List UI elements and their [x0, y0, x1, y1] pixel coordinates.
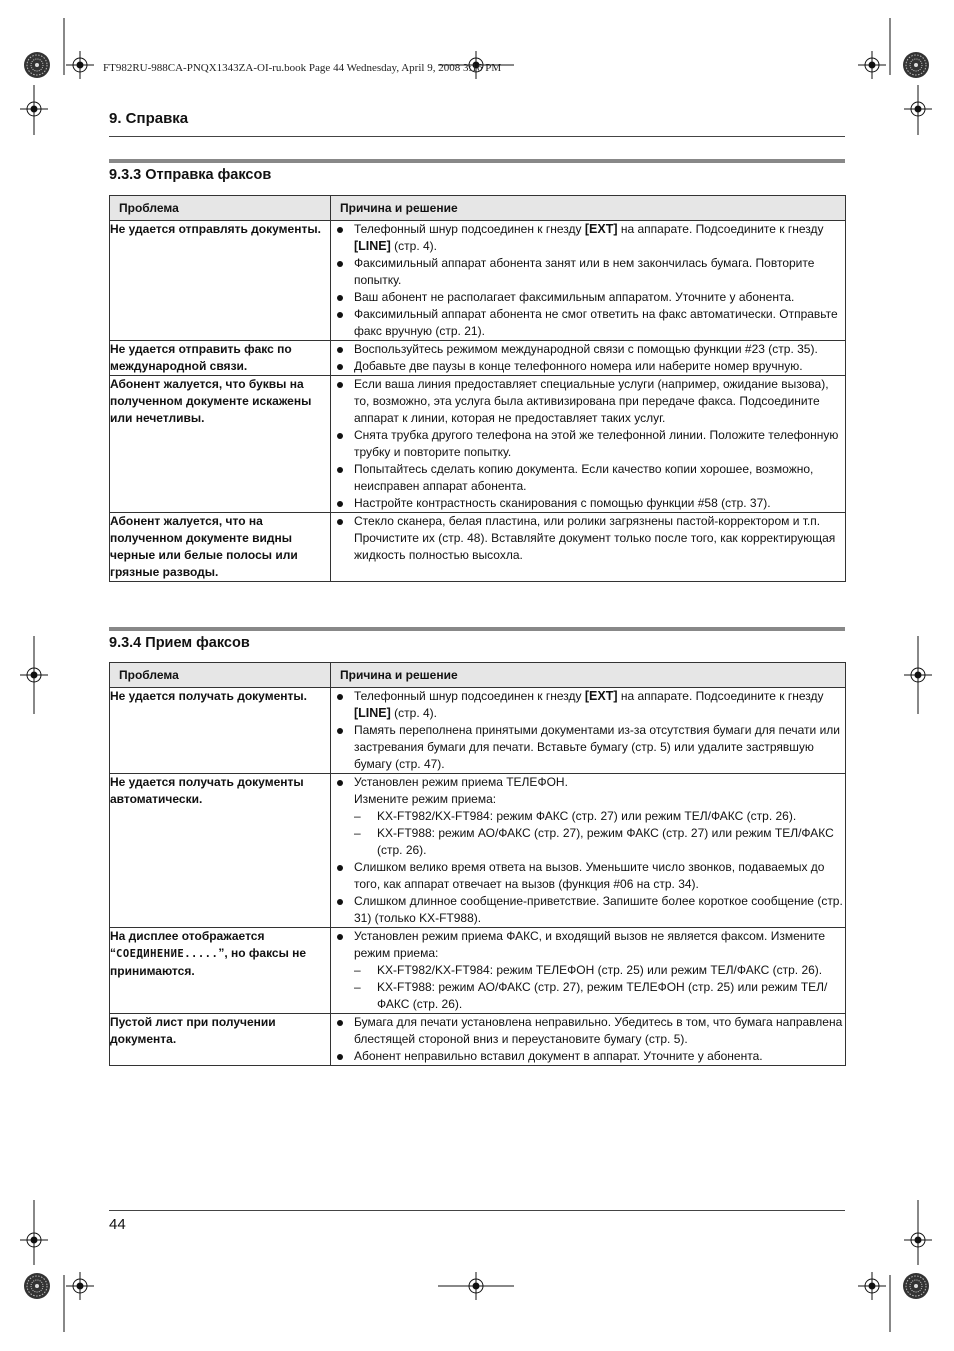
dash-icon: – [354, 980, 361, 994]
solution-text [354, 342, 818, 356]
solution-list [331, 774, 845, 927]
bullet-icon [337, 501, 343, 507]
column-header-solution: Причина и решение [331, 196, 846, 221]
sub-item-text: KX-FT982/KX-FT984: режим ТЕЛЕФОН (стр. 25) или режим ТЕЛ/ФАКС (стр. 26). [377, 963, 823, 977]
text-run: Бумага для печати установлена неправильно. Убедитесь в том, что бумага направлена блестящей стороной вниз и переустановите бумагу (стр. 5). [354, 1015, 843, 1046]
sub-item [354, 979, 845, 1013]
solution-text [354, 929, 825, 960]
solution-cell [331, 1014, 846, 1066]
bullet-icon [337, 780, 343, 786]
text-run: Телефонный шнур подсоединен к гнезду [354, 689, 585, 703]
solution-text [354, 359, 803, 373]
solution-list [331, 1014, 845, 1065]
table-row [110, 928, 846, 1014]
problem-cell [110, 928, 331, 1014]
solution-item [331, 341, 845, 358]
text-run: на аппарате. Подсоедините к гнезду [617, 222, 824, 236]
text-run: Ваш абонент не располагает факсимильным аппаратом. Уточните у абонента. [354, 290, 795, 304]
solution-list [331, 688, 845, 773]
solution-cell [331, 513, 846, 582]
solution-cell [331, 928, 846, 1014]
text-run: (стр. 4). [390, 239, 437, 253]
text-run: Воспользуйтесь режимом международной связи с помощью функции #23 (стр. 35). [354, 342, 818, 356]
solution-item [331, 461, 845, 495]
sub-item-text: KX-FT988: режим АО/ФАКС (стр. 27), режим ТЕЛЕФОН (стр. 25) или режим ТЕЛ/ФАКС (стр. 26). [377, 980, 828, 1011]
problem-cell: Пустой лист при получении документа. [110, 1014, 331, 1066]
solution-text [354, 514, 835, 562]
solution-item [331, 1014, 845, 1048]
column-header-problem: Проблема [110, 196, 331, 221]
sub-item-text: KX-FT988: режим АО/ФАКС (стр. 27), режим ФАКС (стр. 27) или режим ТЕЛ/ФАКС (стр. 26). [377, 826, 834, 857]
solution-item [331, 859, 845, 893]
solution-text [354, 689, 824, 720]
table-row [110, 376, 846, 513]
solution-list [331, 513, 845, 564]
button-label: [LINE] [354, 239, 391, 253]
bullet-icon [337, 1054, 343, 1060]
solution-cell [331, 221, 846, 341]
bullet-icon [337, 364, 343, 370]
solution-item [331, 289, 845, 306]
text-run: На дисплее отображается “ [110, 929, 265, 960]
troubleshooting-table [109, 662, 846, 1066]
text-run: Снята трубка другого телефона на этой же телефонной линии. Положите телефонную трубку и повторите попытку. [354, 428, 839, 459]
solution-text [354, 462, 813, 493]
text-run: Абонент неправильно вставил документ в аппарат. Уточните у абонента. [354, 1049, 763, 1063]
problem-cell: Не удается получать документы автоматически. [110, 774, 331, 928]
text-run: ”, но факсы не принимаются. [110, 946, 307, 978]
chapter-title: 9. Справка [109, 110, 189, 127]
print-header: FT982RU-988CA-PNQX1343ZA-OI-ru.book Page 44 Wednesday, April 9, 2008 3:16 PM [103, 62, 502, 74]
problem-cell: Не удается отправить факс по международной связи. [110, 341, 331, 376]
section-title: 9.3.4 Прием факсов [109, 635, 250, 651]
text-run: Установлен режим приема ТЕЛЕФОН. [354, 775, 568, 789]
section-title: 9.3.3 Отправка факсов [109, 167, 272, 183]
text-run: Телефонный шнур подсоединен к гнезду [354, 222, 585, 236]
bullet-icon [337, 519, 343, 525]
solution-text [354, 894, 843, 925]
page-number: 44 [109, 1216, 126, 1233]
text-run: Добавьте две паузы в конце телефонного номера или наберите номер вручную. [354, 359, 803, 373]
solution-cell [331, 376, 846, 513]
solution-text [354, 860, 824, 891]
solution-text [354, 496, 771, 510]
bullet-icon [337, 934, 343, 940]
sub-list [354, 808, 845, 859]
solution-list [331, 928, 845, 1013]
problem-cell: Абонент жалуется, что буквы на полученном документе искажены или нечетливы. [110, 376, 331, 513]
table-row [110, 341, 846, 376]
button-label: [EXT] [584, 222, 618, 236]
solution-text [354, 428, 838, 459]
solution-item [331, 688, 845, 722]
solution-text [354, 222, 824, 253]
solution-cell [331, 341, 846, 376]
dash-icon: – [354, 809, 361, 823]
table-row [110, 513, 846, 582]
troubleshooting-table [109, 195, 846, 582]
starburst-mark-top-right [903, 52, 929, 78]
solution-note: Измените режим приема: [354, 792, 497, 806]
column-header-problem: Проблема [110, 663, 331, 688]
bullet-icon [337, 467, 343, 473]
solution-item [331, 928, 845, 1013]
solution-item [331, 255, 845, 289]
sub-list [354, 962, 845, 1013]
display-text: СОЕДИНЕНИЕ..... [116, 948, 219, 960]
text-run: (стр. 4). [390, 706, 437, 720]
solution-text [354, 723, 840, 771]
solution-text [354, 307, 838, 338]
solution-text [354, 1015, 842, 1046]
solution-item [331, 513, 845, 564]
bullet-icon [337, 1020, 343, 1026]
bullet-icon [337, 261, 343, 267]
starburst-mark-bottom-left [24, 1273, 50, 1299]
footer-rule [109, 1210, 845, 1211]
solution-item [331, 358, 845, 375]
bullet-icon [337, 865, 343, 871]
solution-item [331, 221, 845, 255]
problem-cell: Не удается отправлять документы. [110, 221, 331, 341]
bullet-icon [337, 295, 343, 301]
sub-item [354, 825, 845, 859]
dash-icon: – [354, 963, 361, 977]
text-run: Факсимильный аппарат абонента занят или в нем закончилась бумага. Повторите попытку. [354, 256, 815, 287]
starburst-mark-top-left [24, 52, 50, 78]
text-run: Факсимильный аппарат абонента не смог ответить на факс автоматически. Отправьте факс вручную (стр. 21). [354, 307, 838, 338]
solution-text [354, 290, 794, 304]
bullet-icon [337, 899, 343, 905]
table-row [110, 221, 846, 341]
bullet-icon [337, 227, 343, 233]
bullet-icon [337, 382, 343, 388]
solution-item [331, 774, 845, 859]
sub-item-text: KX-FT982/KX-FT984: режим ФАКС (стр. 27) или режим ТЕЛ/ФАКС (стр. 26). [377, 809, 797, 823]
solution-text [354, 256, 814, 287]
text-run: Попытайтесь сделать копию документа. Если качество копии хорошее, возможно, неисправен аппарат абонента. [354, 462, 814, 493]
text-run: на аппарате. Подсоедините к гнезду [617, 689, 824, 703]
solution-text [354, 1049, 763, 1063]
section-rule [109, 627, 845, 631]
solution-item [331, 306, 845, 340]
text-run: Установлен режим приема ФАКС, и входящий вызов не является факсом. Измените режим приема: [354, 929, 826, 960]
bullet-icon [337, 312, 343, 318]
table-row [110, 774, 846, 928]
table-row [110, 688, 846, 774]
bullet-icon [337, 694, 343, 700]
solution-item [331, 722, 845, 773]
solution-item [331, 427, 845, 461]
column-header-solution: Причина и решение [331, 663, 846, 688]
sub-item [354, 808, 845, 825]
solution-item [331, 1048, 845, 1065]
solution-list [331, 341, 845, 375]
sub-item [354, 962, 845, 979]
section-rule [109, 159, 845, 163]
table-row [110, 1014, 846, 1066]
button-label: [LINE] [354, 706, 391, 720]
text-run: Если ваша линия предоставляет специальные услуги (например, ожидание вызова), то, возможно, эта услуга была активизирована при передаче факса. Подсоедините аппарат к линии, которая не предоставляет таких услуг. [354, 377, 829, 425]
bullet-icon [337, 433, 343, 439]
solution-cell [331, 774, 846, 928]
solution-item [331, 376, 845, 427]
text-run: Слишком велико время ответа на вызов. Уменьшите число звонков, подаваемых до того, как аппарат отвечает на вызов (функция #06 на стр. 34). [354, 860, 825, 891]
text-run: Настройте контрастность сканирования с помощью функции #58 (стр. 37). [354, 496, 771, 510]
solution-text [354, 377, 829, 425]
chapter-rule [109, 136, 845, 137]
dash-icon: – [354, 826, 361, 840]
solution-cell [331, 688, 846, 774]
text-run: Слишком длинное сообщение-приветствие. Запишите более короткое сообщение (стр. 31) (только KX-FT988). [354, 894, 843, 925]
solution-item [331, 893, 845, 927]
bullet-icon [337, 347, 343, 353]
starburst-mark-bottom-right [903, 1273, 929, 1299]
problem-cell: Не удается получать документы. [110, 688, 331, 774]
solution-item [331, 495, 845, 512]
text-run: Стекло сканера, белая пластина, или ролики загрязнены пастой-корректором и т.п. Прочистите их (стр. 48). Вставляйте документ только после того, как корректирующая жидкость полностью высохла. [354, 514, 836, 562]
solution-text [354, 775, 568, 789]
button-label: [EXT] [584, 689, 618, 703]
text-run: Память переполнена принятыми документами из-за отсутствия бумаги для печати или застревания бумаги для печати. Вставьте бумагу (стр. 5) или удалите застрявшую бумагу (стр. 47). [354, 723, 840, 771]
solution-list [331, 221, 845, 340]
bullet-icon [337, 728, 343, 734]
solution-list [331, 376, 845, 512]
problem-cell: Абонент жалуется, что на полученном документе видны черные или белые полосы или грязные разводы. [110, 513, 331, 582]
